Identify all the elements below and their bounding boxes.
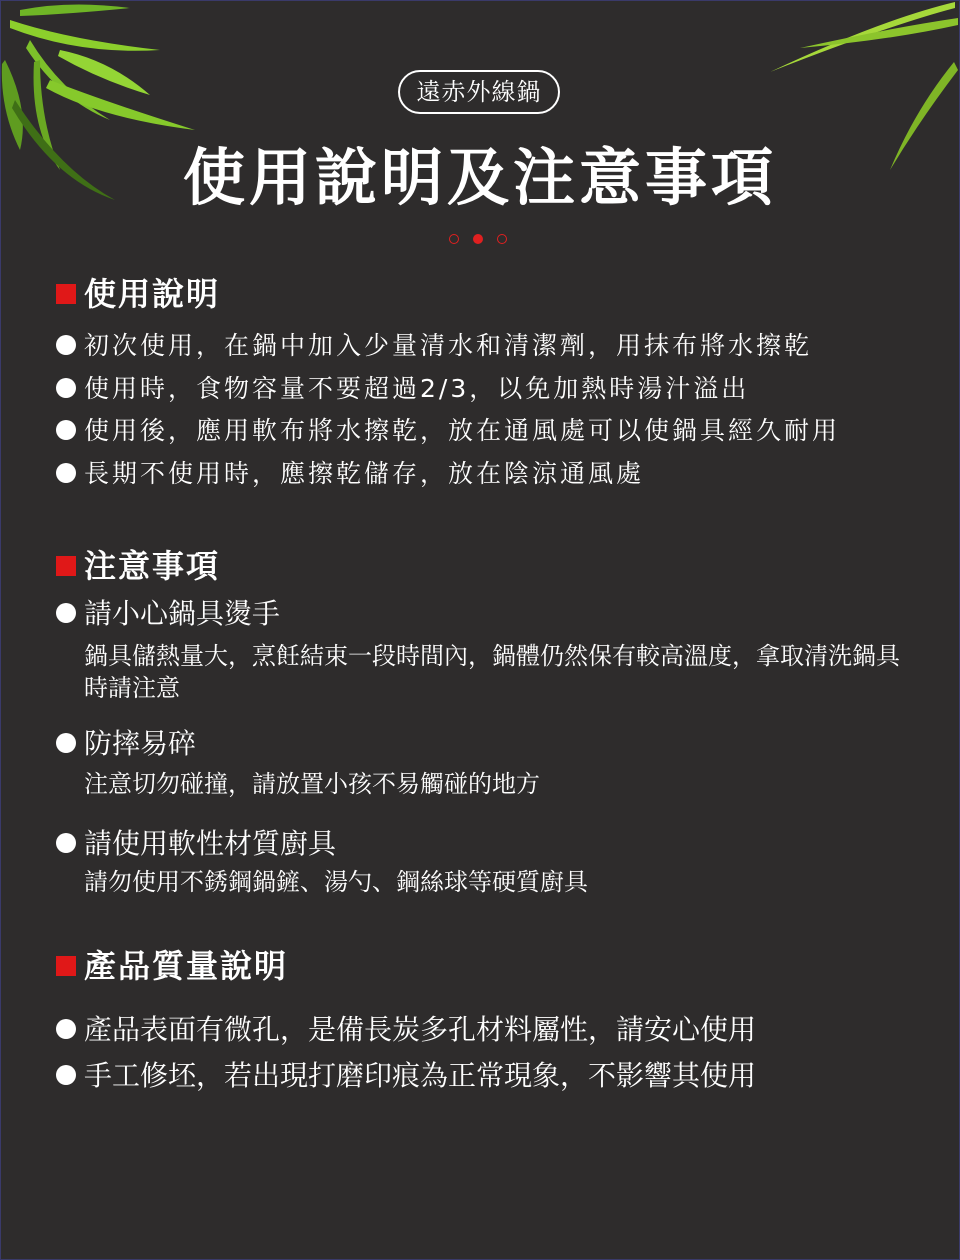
red-square-icon bbox=[56, 284, 76, 304]
bullet-icon bbox=[56, 1065, 76, 1085]
caution-item-title: 請小心鍋具燙手 bbox=[56, 598, 280, 630]
usage-item: 長期不使用時，應擦乾儲存，放在陰涼通風處 bbox=[56, 458, 644, 490]
dot-outline-icon bbox=[497, 234, 507, 244]
dot-filled-icon bbox=[473, 234, 483, 244]
caution-section-heading: 注意事項 bbox=[56, 546, 220, 586]
dot-outline-icon bbox=[449, 234, 459, 244]
red-square-icon bbox=[56, 556, 76, 576]
bullet-icon bbox=[56, 733, 76, 753]
bullet-icon bbox=[56, 378, 76, 398]
bullet-icon bbox=[56, 335, 76, 355]
product-name-badge: 遠赤外線鍋 bbox=[398, 70, 560, 114]
red-square-icon bbox=[56, 956, 76, 976]
decorative-dots bbox=[449, 234, 511, 248]
bullet-icon bbox=[56, 833, 76, 853]
page-title: 使用說明及注意事項 bbox=[182, 141, 777, 214]
quality-item: 產品表面有微孔，是備長炭多孔材料屬性，請安心使用 bbox=[56, 1014, 756, 1046]
bullet-icon bbox=[56, 603, 76, 623]
bullet-icon bbox=[56, 420, 76, 440]
usage-item: 使用時，食物容量不要超過2/3，以免加熱時湯汁溢出 bbox=[56, 373, 749, 405]
caution-item-description: 請勿使用不銹鋼鍋鏟、湯勺、鋼絲球等硬質廚具 bbox=[84, 868, 588, 896]
usage-section-heading: 使用說明 bbox=[56, 274, 220, 314]
caution-item-description: 注意切勿碰撞，請放置小孩不易觸碰的地方 bbox=[84, 770, 540, 798]
quality-item: 手工修坯，若出現打磨印痕為正常現象，不影響其使用 bbox=[56, 1060, 756, 1092]
quality-section-heading: 產品質量說明 bbox=[56, 946, 288, 986]
caution-item-title: 防摔易碎 bbox=[56, 728, 196, 760]
bullet-icon bbox=[56, 463, 76, 483]
caution-item-title: 請使用軟性材質廚具 bbox=[56, 828, 336, 860]
caution-item-description: 鍋具儲熱量大，烹飪結束一段時間內，鍋體仍然保有較高溫度，拿取清洗鍋具時請注意 bbox=[84, 642, 900, 702]
bullet-icon bbox=[56, 1019, 76, 1039]
usage-item: 初次使用，在鍋中加入少量清水和清潔劑，用抹布將水擦乾 bbox=[56, 330, 812, 362]
usage-item: 使用後，應用軟布將水擦乾，放在通風處可以使鍋具經久耐用 bbox=[56, 415, 840, 447]
